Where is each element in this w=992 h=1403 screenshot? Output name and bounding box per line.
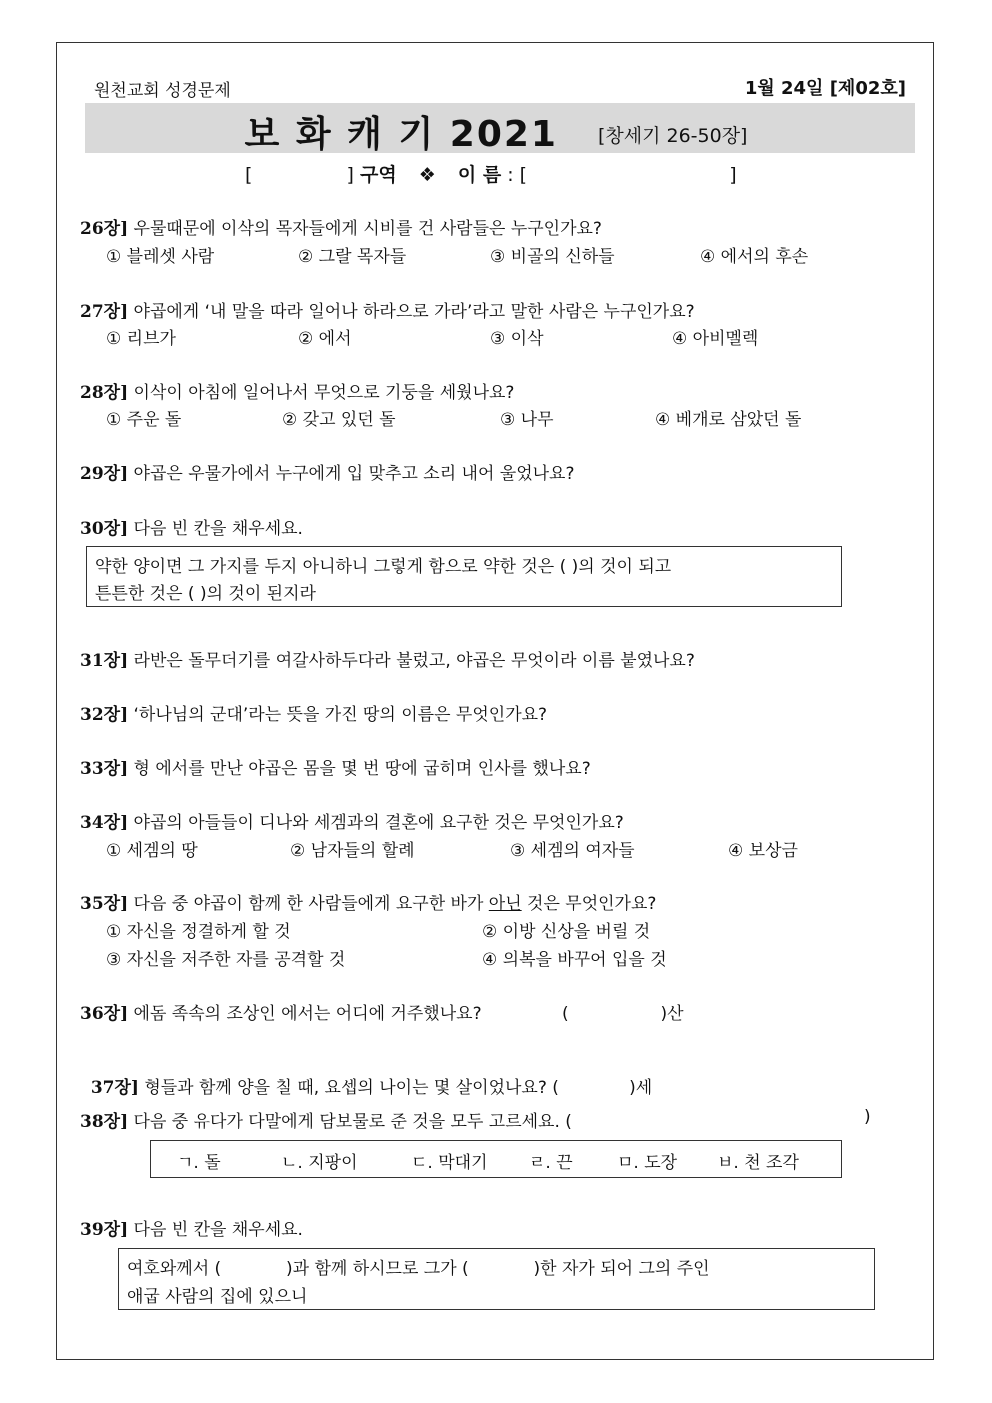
- box-text-line: 튼튼한 것은 ( )의 것이 된지라: [95, 584, 316, 604]
- option-3[interactable]: ③ 세겜의 여자들: [510, 841, 635, 861]
- fill-in-box: [86, 546, 842, 607]
- question-text: 형들과 함께 양을 칠 때, 요셉의 나이는 몇 살이었나요? ( )세: [138, 1078, 653, 1098]
- church-name: 원천교회 성경문제: [94, 81, 231, 101]
- question-text: ‘하나님의 군대’라는 뜻을 가진 땅의 이름은 무엇인가요?: [128, 705, 548, 725]
- question-text: 형 에서를 만난 야곱은 몸을 몇 번 땅에 굽히며 인사를 했나요?: [128, 759, 591, 779]
- option-3[interactable]: ③ 자신을 저주한 자를 공격할 것: [106, 950, 346, 970]
- option-1[interactable]: ① 자신을 정결하게 할 것: [106, 922, 291, 942]
- choice-item[interactable]: ㄴ. 지팡이: [281, 1153, 358, 1173]
- question-text: 야곱의 아들들이 디나와 세겜과의 결혼에 요구한 것은 무엇인가요?: [128, 813, 624, 833]
- bracket-close: ]: [346, 164, 354, 186]
- option-2[interactable]: ② 이방 신상을 버릴 것: [482, 922, 651, 942]
- option-4[interactable]: ④ 베개로 삼았던 돌: [655, 410, 802, 430]
- title-text: 보 화 캐 기 2021: [244, 114, 558, 155]
- choice-item[interactable]: ㄷ. 막대기: [411, 1153, 488, 1173]
- fill-in-box: [118, 1248, 875, 1310]
- underlined-word: 아닌: [488, 894, 522, 914]
- option-1[interactable]: ① 세겜의 땅: [106, 841, 198, 861]
- question-text: 다음 빈 칸을 채우세요.: [128, 1220, 303, 1240]
- question-31: [80, 646, 695, 671]
- question-38: [80, 1107, 572, 1132]
- question-26: [80, 214, 602, 239]
- bracket-open: [: [519, 164, 528, 186]
- option-2[interactable]: ② 남자들의 할례: [290, 841, 415, 861]
- question-29: [80, 459, 575, 484]
- colon: :: [507, 164, 514, 186]
- question-text: 다음 중 야곱이 함께 한 사람들에게 요구한 바가: [128, 894, 489, 914]
- question-37: [80, 1053, 652, 1098]
- question-number: 39장]: [80, 1220, 129, 1240]
- choice-item[interactable]: ㅂ. 천 조각: [717, 1153, 799, 1173]
- question-text: 야곱에게 ‘내 말을 따라 일어나 하라으로 가라’라고 말한 사람은 누구인가요?: [128, 302, 695, 322]
- question-text: 우물때문에 이삭의 목자들에게 시비를 건 사람들은 누구인가요?: [128, 219, 602, 239]
- option-2[interactable]: ② 갖고 있던 돌: [282, 410, 396, 430]
- option-4[interactable]: ④ 의복을 바꾸어 입을 것: [482, 950, 667, 970]
- question-35: [80, 889, 656, 914]
- question-39: [80, 1215, 303, 1240]
- question-number: 31장]: [80, 651, 129, 671]
- question-28: [80, 378, 514, 403]
- option-1[interactable]: ① 리브가: [106, 329, 176, 349]
- box-text-line: 여호와께서 ( )과 함께 하시므로 그가 ( )한 자가 되어 그의 주인: [127, 1259, 710, 1279]
- question-text: 것은 무엇인가요?: [521, 894, 657, 914]
- option-4[interactable]: ④ 보상금: [728, 841, 798, 861]
- title-range: [창세기 26-50장]: [597, 125, 748, 147]
- answer-blank[interactable]: ( )산: [562, 1004, 684, 1024]
- question-number: 29장]: [80, 464, 129, 484]
- question-27: [80, 297, 695, 322]
- question-36: [80, 999, 482, 1024]
- question-number: 30장]: [80, 519, 129, 539]
- question-number: 26장]: [80, 219, 129, 239]
- choices-box: [150, 1140, 842, 1178]
- question-32: [80, 700, 547, 725]
- question-30: [80, 514, 303, 539]
- question-text: 라반은 돌무더기를 여갈사하두다라 불렀고, 야곱은 무엇이라 이름 붙였나요?: [128, 651, 695, 671]
- option-1[interactable]: ① 블레셋 사람: [106, 247, 215, 267]
- question-number: 27장]: [80, 302, 129, 322]
- choice-item[interactable]: ㅁ. 도장: [617, 1153, 678, 1173]
- bullet-icon: ❖: [418, 164, 436, 186]
- question-33: [80, 754, 591, 779]
- bracket-open: [: [245, 164, 253, 186]
- box-text-line: 애굽 사람의 집에 있으니: [127, 1287, 308, 1307]
- paren-close: ): [864, 1107, 871, 1127]
- option-2[interactable]: ② 그랄 목자들: [298, 247, 407, 267]
- question-number: 32장]: [80, 705, 129, 725]
- name-line: [245, 160, 737, 187]
- question-number: 33장]: [80, 759, 129, 779]
- page-title: [0, 106, 992, 157]
- question-number: 38장]: [80, 1112, 129, 1132]
- option-3[interactable]: ③ 나무: [500, 410, 554, 430]
- question-number: 37장]: [90, 1078, 139, 1098]
- name-label: 이 름: [457, 164, 502, 186]
- option-1[interactable]: ① 주운 돌: [106, 410, 182, 430]
- question-34: [80, 808, 624, 833]
- question-text: 야곱은 우물가에서 누구에게 입 맞추고 소리 내어 울었나요?: [128, 464, 575, 484]
- option-2[interactable]: ② 에서: [298, 329, 352, 349]
- choice-item[interactable]: ㄹ. 끈: [529, 1153, 573, 1173]
- option-4[interactable]: ④ 에서의 후손: [700, 247, 809, 267]
- question-text: 다음 빈 칸을 채우세요.: [128, 519, 303, 539]
- question-number: 34장]: [80, 813, 129, 833]
- question-text: 에돔 족속의 조상인 에서는 어디에 거주했나요?: [128, 1004, 482, 1024]
- box-text-line: 약한 양이면 그 가지를 두지 아니하니 그렇게 함으로 약한 것은 ( )의 것이 되고: [95, 557, 672, 577]
- option-4[interactable]: ④ 아비멜렉: [672, 329, 759, 349]
- choice-item[interactable]: ㄱ. 돌: [177, 1153, 221, 1173]
- district-label: 구역: [359, 164, 397, 186]
- option-3[interactable]: ③ 비골의 신하들: [490, 247, 615, 267]
- question-text: 다음 중 유다가 다말에게 담보물로 준 것을 모두 고르세요. (: [128, 1112, 572, 1132]
- bracket-close: ]: [729, 164, 737, 186]
- question-text: 이삭이 아침에 일어나서 무엇으로 기둥을 세웠나요?: [128, 383, 515, 403]
- option-3[interactable]: ③ 이삭: [490, 329, 544, 349]
- question-number: 35장]: [80, 894, 129, 914]
- question-number: 36장]: [80, 1004, 129, 1024]
- date-issue: 1월 24일 [제02호]: [744, 78, 906, 99]
- question-number: 28장]: [80, 383, 129, 403]
